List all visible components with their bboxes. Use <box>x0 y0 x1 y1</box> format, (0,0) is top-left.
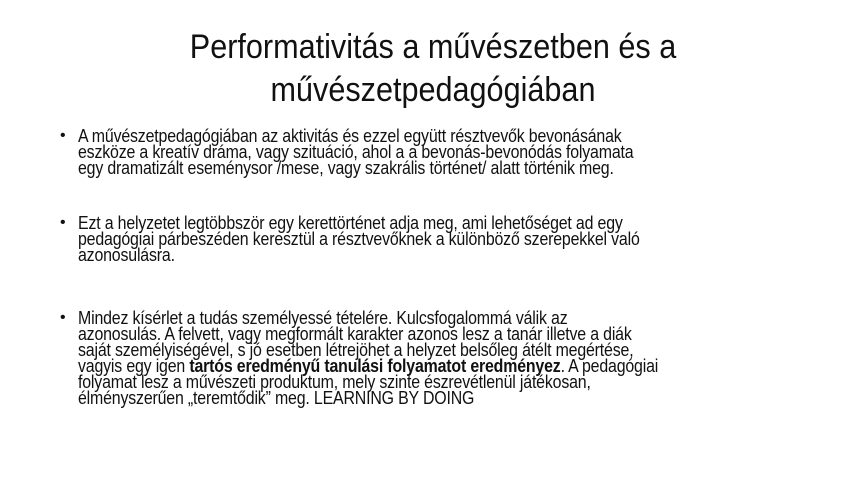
slide-title <box>0 26 866 112</box>
slide-title-line-2: művészetpedagógiában <box>270 71 596 109</box>
text-line: egy dramatizált eseménysor /mese, vagy szakrális történet/ alatt történik meg. <box>78 157 614 178</box>
bullet-icon: • <box>60 127 66 144</box>
text-line: eszköze a kreatív dráma, vagy szituáció, ahol a a bevonás-bevonódás folyamata <box>78 141 634 162</box>
text-line: pedagógiai párbeszéden keresztül a résztvevőknek a különböző szerepekkel való <box>78 228 640 249</box>
text-line: Mindez kísérlet a tudás személyessé tételére. Kulcsfogalommá válik az <box>78 307 568 328</box>
slide-title-line-1: Performativitás a művészetben és a <box>189 28 677 66</box>
bullet-icon: • <box>60 214 66 231</box>
text-segment: . A pedagógiai <box>560 355 659 376</box>
text-line: folyamat lesz a művészeti produktum, mely szinte észrevétlenül játékosan, <box>78 371 591 392</box>
text-line: Ezt a helyzetet legtöbbször egy kerettörténet adja meg, ami lehetőséget ad egy <box>78 212 623 233</box>
bullet-icon: • <box>60 309 66 326</box>
bold-emphasis: tartós eredményű tanulási folyamatot eredményez <box>189 355 561 376</box>
text-line: A művészetpedagógiában az aktivitás és ezzel együtt résztvevők bevonásának <box>78 125 622 146</box>
text-line: saját személyiségével, s jó esetben létrejöhet a helyzet belsőleg átélt megértése, <box>78 339 634 360</box>
text-segment: vagyis egy igen <box>78 355 190 376</box>
text-line: azonosulásra. <box>78 244 175 265</box>
text-line: élményszerűen „teremtődik” meg. LEARNING BY DOING <box>78 387 475 408</box>
text-line: azonosulás. A felvett, vagy megformált karakter azonos lesz a tanár illetve a diák <box>78 323 632 344</box>
